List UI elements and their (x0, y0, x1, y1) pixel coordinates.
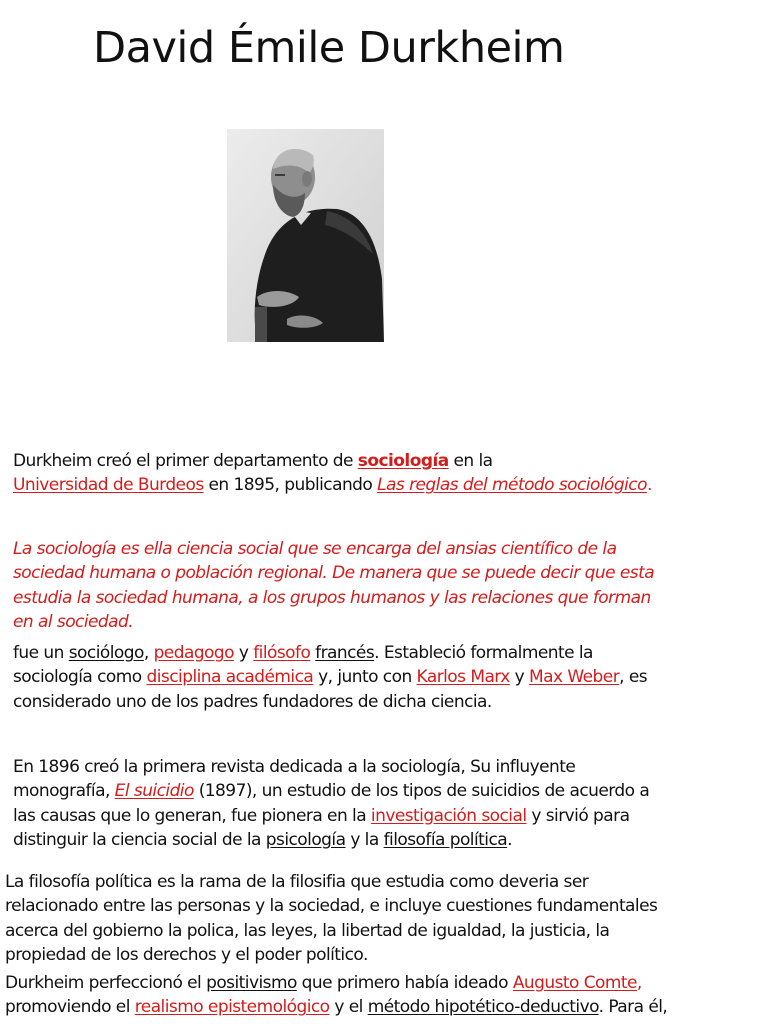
text-line (5, 995, 667, 1019)
text-line (13, 779, 649, 803)
text-segment: y el (329, 997, 368, 1018)
political-philosophy-paragraph (5, 870, 657, 967)
definition-paragraph (13, 537, 654, 634)
text-line (13, 828, 649, 852)
biography-paragraph (13, 641, 647, 714)
link-sociologo[interactable]: sociólogo (68, 643, 144, 663)
portrait-photo (227, 129, 384, 342)
text-segment: las causas que lo generan, fue pionera en la (13, 805, 371, 826)
link-el-suicidio[interactable]: El suicidio (114, 781, 194, 802)
text-segment: Durkheim creó el primer departamento de (13, 451, 358, 471)
text-line: La filosofía política es la rama de la filosifia que estudia como deveria ser (5, 872, 589, 892)
link-karlos-marx[interactable]: Karlos Marx (416, 667, 510, 688)
text-line: La sociología es ella ciencia social que se encarga del ansias científico de la (13, 539, 617, 559)
monograph-paragraph (13, 755, 649, 852)
text-segment: , (143, 643, 154, 663)
link-max-weber[interactable]: Max Weber (529, 667, 620, 688)
portrait-image (227, 129, 384, 342)
text-line: relacionado entre las personas y la sociedad, e incluye cuestiones fundamentales (5, 896, 658, 917)
page-title: David Émile Durkheim (93, 23, 565, 73)
text-line (13, 449, 652, 473)
link-filosofo[interactable]: filósofo (253, 643, 311, 663)
text-segment: que primero había ideado (296, 973, 513, 993)
text-line: En 1896 creó la primera revista dedicada a la sociología, Su influyente (13, 757, 576, 777)
text-segment: promoviendo el (5, 997, 135, 1018)
text-segment: . (507, 829, 512, 850)
link-pedagogo[interactable]: pedagogo (153, 643, 235, 663)
text-line (13, 665, 647, 689)
link-investigacion-social[interactable]: investigación social (370, 805, 527, 826)
link-positivismo[interactable]: positivismo (206, 973, 297, 993)
text-line: propiedad de los derechos y el poder político. (5, 944, 368, 965)
positivism-paragraph (5, 971, 667, 1020)
text-segment: en 1895, publicando (203, 475, 378, 496)
link-augusto-comte[interactable]: Augusto Comte (512, 973, 637, 993)
text-line: estudia la sociedad humana, a los grupos humanos y las relaciones que forman (13, 587, 651, 608)
text-segment: . (646, 475, 652, 496)
text-segment: . Para él, (598, 997, 668, 1018)
link-universidad-burdeos[interactable]: Universidad de Burdeos (13, 475, 204, 496)
text-segment: Durkheim perfeccionó el (5, 973, 207, 993)
link-disciplina-academica[interactable]: disciplina académica (146, 667, 314, 688)
text-segment: en la (448, 451, 493, 471)
text-line (13, 804, 649, 828)
link-metodo-hipotetico-deductivo[interactable]: método hipotético-deductivo (367, 997, 599, 1018)
text-segment: , es (619, 667, 648, 688)
link-reglas-metodo[interactable]: Las reglas del método sociológico (377, 475, 647, 496)
text-line (13, 641, 647, 665)
text-segment: . Estableció formalmente la (374, 643, 593, 663)
link-filosofia-politica[interactable]: filosofía política (383, 829, 508, 850)
text-segment: y la (345, 829, 384, 850)
text-line (13, 473, 652, 497)
text-segment: y (234, 643, 254, 663)
text-line: considerado uno de los padres fundadores de dicha ciencia. (13, 691, 492, 712)
link-realismo-epistemologico[interactable]: realismo epistemológico (134, 997, 330, 1018)
text-segment: distinguir la ciencia social de la (13, 829, 266, 850)
link-frances[interactable]: francés (315, 643, 375, 663)
text-segment: monografía, (13, 781, 115, 802)
text-segment: y, junto con (313, 667, 417, 688)
text-line: sociedad humana o población regional. De manera que se puede decir que esta (13, 563, 655, 584)
text-line: acerca del gobierno la polica, las leyes, la libertad de igualdad, la justicia, la (5, 920, 610, 941)
text-line (5, 971, 667, 995)
text-line: en al sociedad. (13, 611, 134, 632)
text-segment: (1897), un estudio de los tipos de suicidios de acuerdo a (193, 781, 650, 802)
intro-paragraph (13, 449, 652, 498)
text-segment: , (636, 973, 642, 993)
link-sociologia[interactable]: sociología (357, 451, 449, 471)
link-psicologia[interactable]: psicología (265, 829, 346, 850)
text-segment: fue un (13, 643, 69, 663)
text-segment: y (509, 667, 530, 688)
text-segment: y sirvió para (526, 805, 630, 826)
text-segment: sociología como (13, 667, 147, 688)
